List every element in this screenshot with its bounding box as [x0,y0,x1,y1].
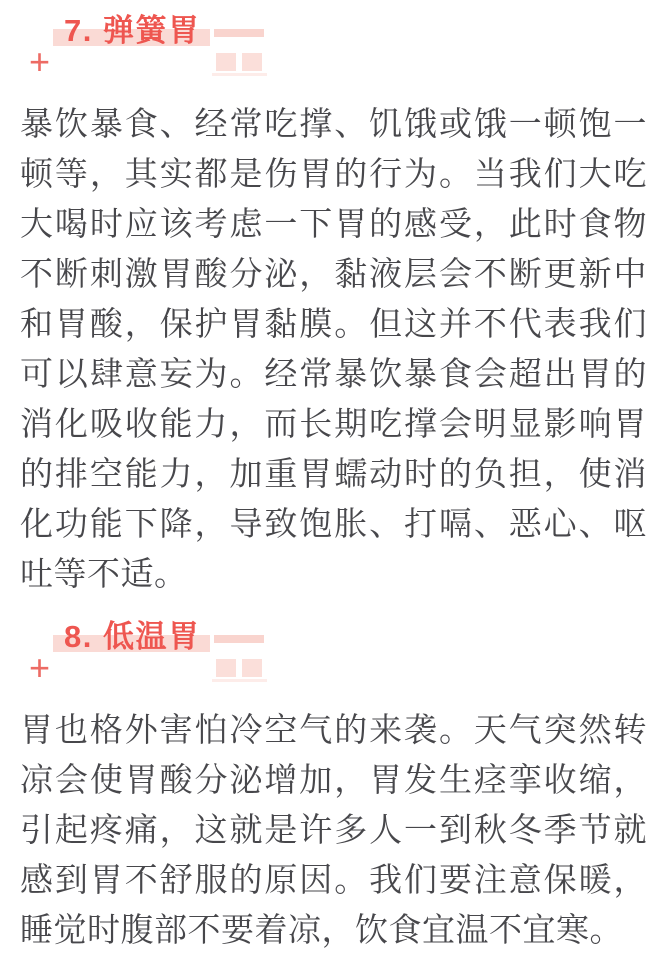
section-cold-stomach [0,606,666,976]
underline-decoration [212,679,267,682]
plus-icon: + [29,41,51,82]
square-decoration [216,53,236,71]
section-heading-block [0,0,666,99]
section-heading: 8. 低温胃 [64,619,201,654]
square-decoration [242,659,262,677]
section-body-text: 暴饮暴食、经常吃撑、饥饿或饿一顿饱一顿等，其实都是伤胃的行为。当我们大吃大喝时应该考虑一下胃的感受，此时食物不断刺激胃酸分泌，黏液层会不断更新中和胃酸，保护胃黏膜。但这并不代表我们可以肆意妄为。经常暴饮暴食会超出胃的消化吸收能力，而长期吃撑会明显影响胃的排空能力，加重胃蠕动时的负担，使消化功能下降，导致饱胀、打嗝、恶心、呕吐等不适。 [20,105,647,592]
section-body-text: 胃也格外害怕冷空气的来袭。天气突然转凉会使胃酸分泌增加，胃发生痉挛收缩，引起疼痛，这就是许多人一到秋冬季节就感到胃不舒服的原因。我们要注意保暖，睡觉时腹部不要着凉，饮食宜温不宜寒。 [20,711,647,948]
dash-decoration [214,29,264,37]
underline-decoration [212,73,267,76]
square-decoration [242,53,262,71]
section-heading-block [0,606,666,705]
squares-decoration [216,659,262,677]
square-decoration [216,659,236,677]
plus-icon: + [29,647,51,688]
section-heading: 7. 弹簧胃 [64,13,201,48]
squares-decoration [216,53,262,71]
dash-decoration [214,635,264,643]
